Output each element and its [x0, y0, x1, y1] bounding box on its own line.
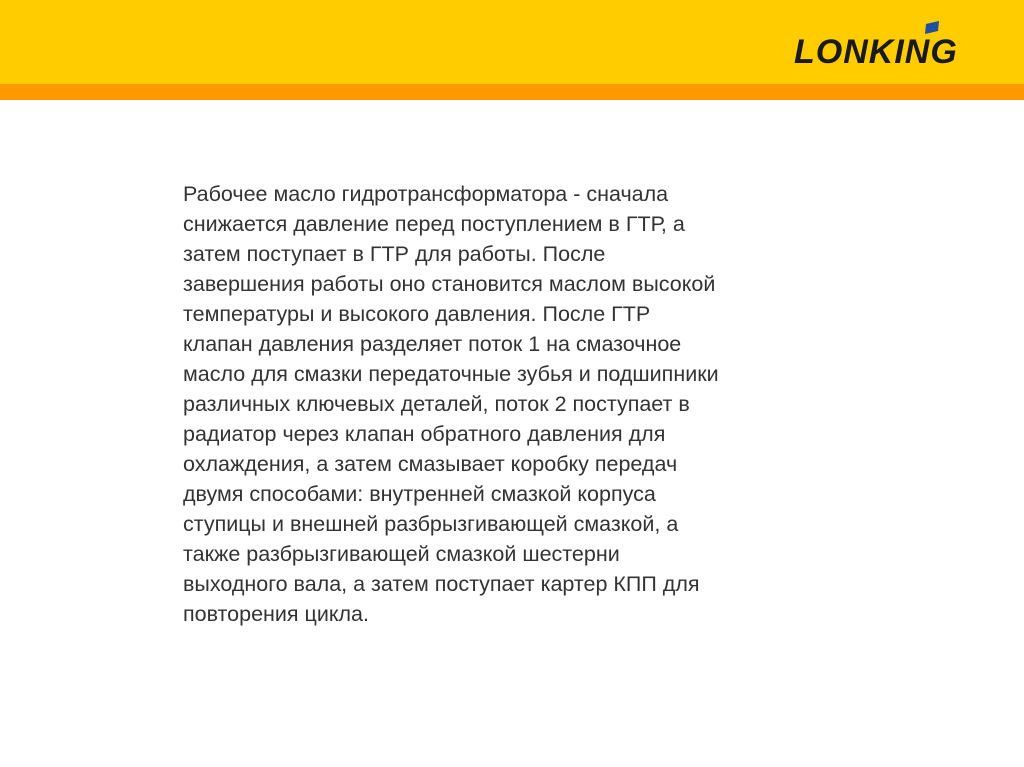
lonking-logo-graphic	[792, 20, 1002, 70]
logo-wordmark: LONKING	[794, 33, 958, 70]
lonking-logo	[792, 20, 1002, 70]
body-paragraph: Рабочее масло гидротрансформатора - сначала снижается давление перед поступлением в ГТР, а затем поступает в ГТР для работы. После завершения работы оно становится маслом высокой температуры и высокого давления. После ГТР клапан давления разделяет поток 1 на смазочное масло для смазки передаточные зубья и подшипники различных ключевых деталей, поток 2 поступает в радиатор через клапан обратного давления для охлаждения, а затем смазывает коробку передач двумя способами: внутренней смазкой корпуса ступицы и внешней разбрызгивающей смазкой, а также разбрызгивающей смазкой шестерни выходного вала, а затем поступает картер КПП для повторения цикла.	[183, 182, 719, 626]
header-stripe	[0, 84, 1024, 100]
